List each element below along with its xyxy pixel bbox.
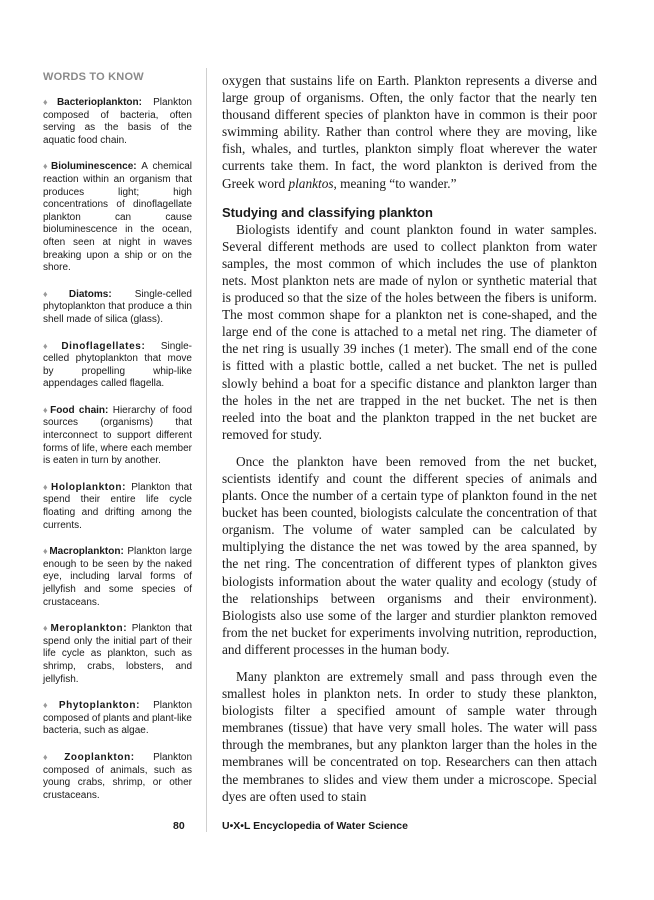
main-text-column	[222, 72, 597, 805]
definition-text: A chemical reaction within an organism that produces light; high concentrations of dinoflagellate plankton can cause bioluminescence in the ocean, often seen at night in waves breaking upon a ship or on the shore.	[43, 161, 192, 274]
definitions-list	[43, 96, 192, 802]
definition-text: Single-celled phytoplankton that produce a thin shell made of silica (glass).	[43, 288, 192, 325]
words-to-know-sidebar	[43, 70, 192, 815]
definition-entry	[43, 288, 192, 327]
running-title: U•X•L Encyclopedia of Water Science	[222, 820, 408, 832]
definition-text: Hierarchy of food sources (organisms) that interconnect to support different forms of life, where each member is eaten in turn by another.	[43, 404, 193, 467]
definition-term: Food chain:	[50, 404, 109, 416]
definition-term: Macroplankton:	[49, 546, 124, 558]
body-paragraph: Biologists identify and count plankton found in water samples. Several different methods are used to collect plankton from water samples, the most common of which includes the use of plankton nets. Most plankton nets are made of nylon or synthetic material that is produced so that the size of the holes between the fibers is uniform. The most common shape for a plankton net is cone-shaped, and the large end of the cone is attached to a metal net ring. The diameter of the net ring is usually 39 inches (1 meter). The small end of the cone is fitted with a plastic bottle, called a net bucket. The net is pulled slowly behind a boat for a specific distance and plankton larger than the holes in the net are trapped in the net bucket. The net is then reeled into the boat and the plankton trapped in the net bucket are removed for study.	[222, 221, 597, 442]
definition-term: Dinoflagellates:	[61, 340, 146, 352]
bullet-icon: ♦	[43, 404, 50, 415]
definition-text: Plankton composed of plants and plant-like bacteria, such as algae.	[43, 700, 193, 737]
body-paragraph: Many plankton are extremely small and pass through even the smallest holes in plankton nets. In order to study these plankton, biologists filter a specified amount of sample water through membranes (tissue) that have very small holes. The water will pass through the membranes, but any plankton larger than the holes in the membranes will be concentrated on top. Researchers can then attach the membranes to slides and view them under a microscope. Special dyes are often used to stain	[222, 669, 597, 804]
definition-term: Meroplankton:	[50, 623, 128, 635]
definition-entry	[43, 699, 192, 738]
bullet-icon: ♦	[43, 340, 61, 351]
definition-term: Bioluminescence:	[51, 161, 137, 173]
bullet-icon: ♦	[43, 700, 58, 711]
definition-text: Single-celled phytoplankton that move by propelling whip-like appendages called flagella.	[43, 340, 193, 390]
definition-entry	[43, 481, 192, 532]
intro-paragraph: oxygen that sustains life on Earth. Plankton represents a diverse and large group of organisms. Often, the only factor that the nearly ten thousand different species of plankton have in common is their poor swimming ability. Rather than control where they are moving, like fish, whales, and turtles, plankton simply float wherever the water currents take them. In fact, the word plankton is derived from the Greek word planktos, meaning “to wander.”	[222, 73, 597, 191]
definition-term: Zooplankton:	[64, 751, 135, 763]
greek-word: planktos	[288, 175, 334, 191]
definition-entry	[43, 622, 192, 686]
definition-entry	[43, 160, 192, 274]
body-paragraph: Once the plankton have been removed from the net bucket, scientists identify and count the different species of animals and plants. Once the number of a certain type of plankton found in the net bucket has been counted, biologists calculate the concentration of that organism. The volume of water sampled can be calculated by multiplying the distance the net was towed by the area spanned, by the net ring. The concentration of different types of plankton gives biologists information about the water quality and ecology (study of the relationships between organisms and their environment). Biologists also use some of the larger and sturdier plankton removed from the net bucket for experiments involving nutrition, reproduction, and different processes in the human body.	[222, 453, 597, 657]
definition-entry	[43, 545, 192, 609]
bullet-icon: ♦	[43, 161, 50, 172]
bullet-icon: ♦	[43, 751, 64, 762]
definition-term: Bacterioplankton:	[56, 97, 142, 108]
column-divider	[206, 68, 207, 830]
bullet-icon: ♦	[43, 481, 51, 492]
bullet-icon: ♦	[43, 288, 68, 299]
bullet-icon: ♦	[43, 97, 56, 107]
definition-text: Plankton large enough to be seen by the naked eye, including larval forms of jellyfish and some species of crustaceans.	[43, 546, 193, 608]
footer-divider	[206, 818, 207, 832]
page-number: 80	[173, 820, 185, 832]
definition-text: Plankton that spend only the initial part of their life cycle as plankton, such as shrimp, crabs, lobsters, and jellyfish.	[43, 623, 193, 685]
definition-entry	[43, 404, 192, 468]
bullet-icon: ♦	[43, 623, 50, 634]
definition-term: Diatoms:	[68, 288, 112, 300]
bullet-icon: ♦	[43, 546, 49, 557]
definition-text: Plankton composed of animals, such as young crabs, shrimp, or other crustaceans.	[43, 751, 193, 801]
sidebar-heading: WORDS TO KNOW	[43, 71, 144, 83]
definition-term: Holoplankton:	[51, 481, 127, 493]
definition-text: Plankton that spend their entire life cycle floating and drifting among the currents.	[43, 481, 193, 531]
definition-entry	[43, 340, 192, 391]
definition-text: Plankton composed of bacteria, often serving as the basis of the aquatic food chain.	[43, 97, 192, 146]
section-heading: Studying and classifying plankton	[222, 204, 433, 220]
definition-term: Phytoplankton:	[58, 700, 141, 712]
definition-entry	[43, 96, 192, 147]
definition-entry	[43, 751, 192, 802]
